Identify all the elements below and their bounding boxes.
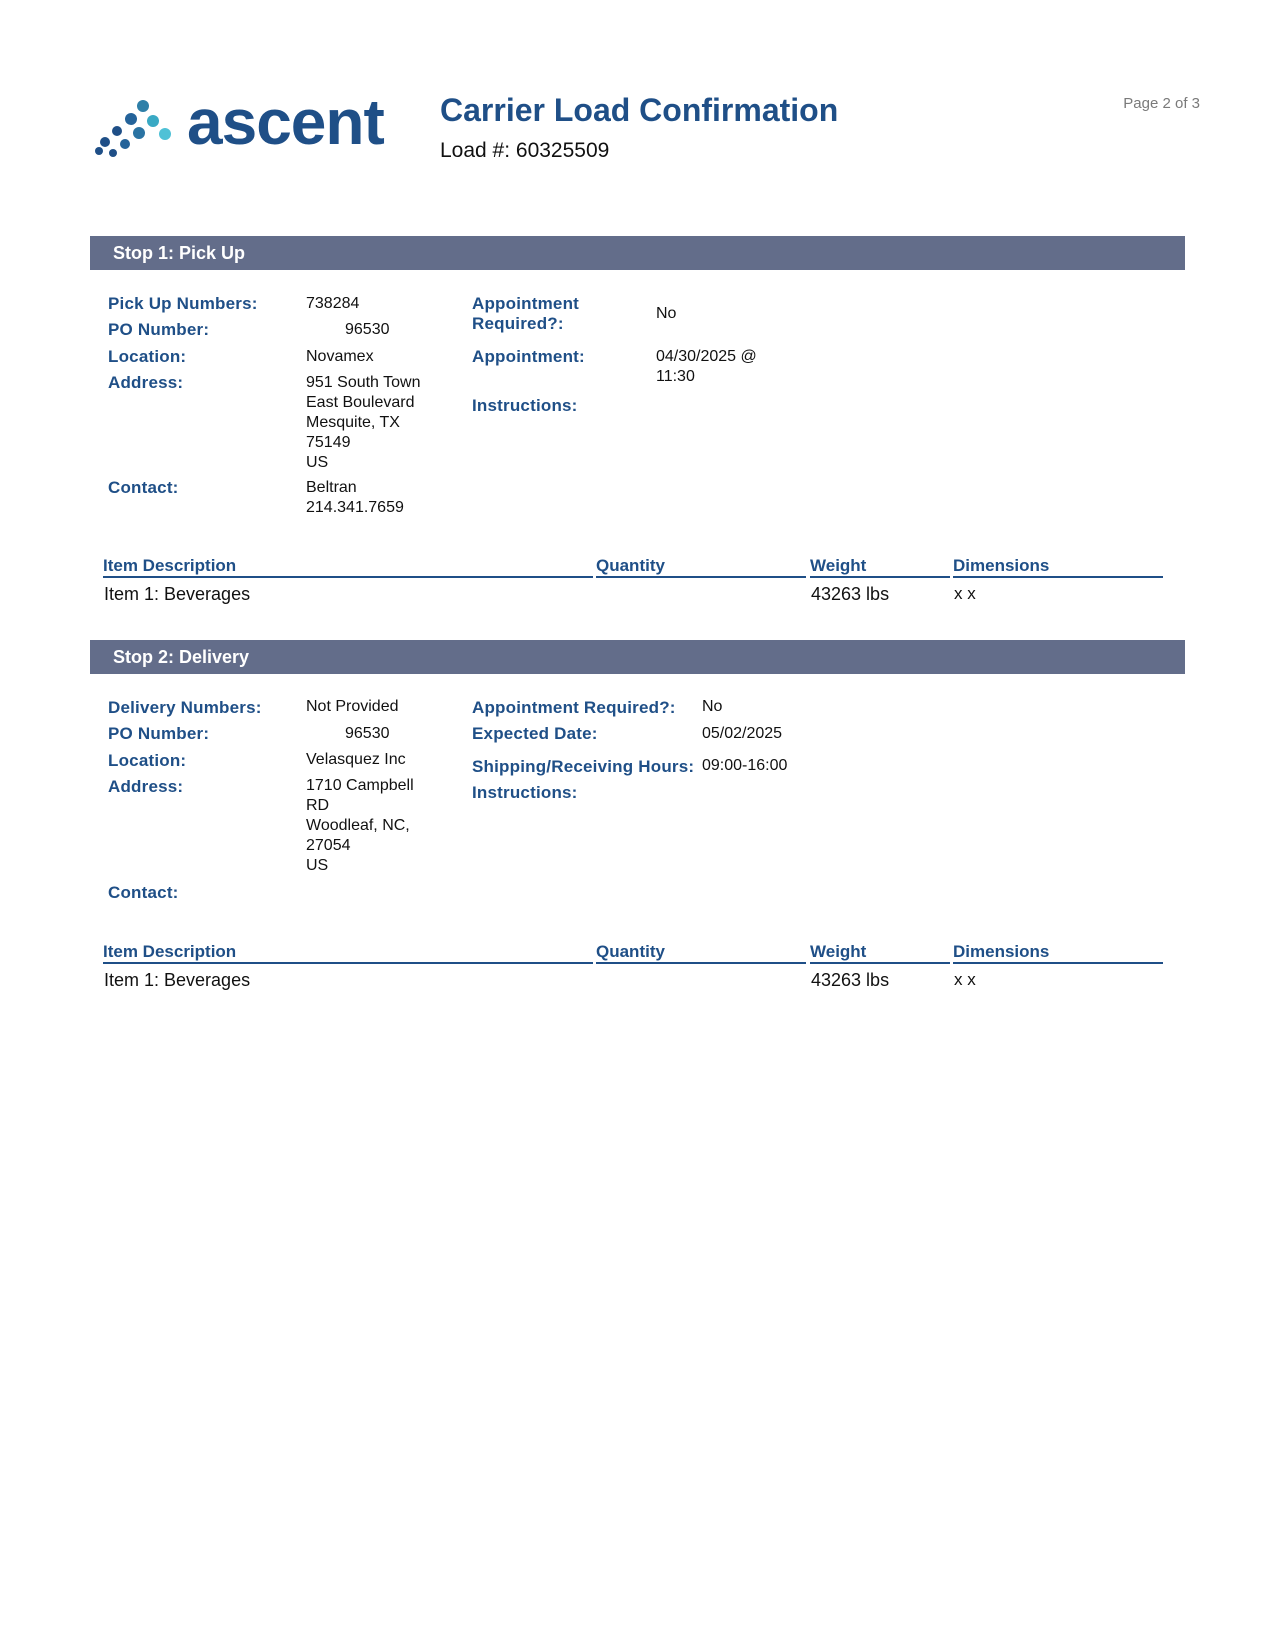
stop2-po-label: PO Number: (108, 724, 210, 743)
stop1-section-header: Stop 1: Pick Up (90, 236, 1185, 270)
stop2-instructions-label: Instructions: (472, 783, 578, 802)
stop2-location-value: Velasquez Inc (306, 751, 406, 768)
col-item-description: Item Description (103, 942, 593, 964)
col-weight: Weight (810, 556, 950, 578)
logo-dots-icon (95, 98, 177, 162)
stop1-location-value: Novamex (306, 348, 374, 365)
stop1-contact-value: Beltran 214.341.7659 (306, 479, 404, 516)
stop1-appointment-value: 04/30/2025 @ 11:30 (656, 348, 757, 385)
stop2-address-label: Address: (108, 777, 184, 796)
col-dimensions: Dimensions (953, 942, 1163, 964)
stop1-address-label: Address: (108, 373, 184, 392)
item-description-cell: Item 1: Beverages (104, 970, 251, 990)
col-dimensions: Dimensions (953, 556, 1163, 578)
pickup-numbers-label: Pick Up Numbers: (108, 294, 258, 313)
delivery-numbers-label: Delivery Numbers: (108, 698, 262, 717)
stop2-address-value: 1710 Campbell RD Woodleaf, NC, 27054 US (306, 777, 414, 874)
stop1-contact-label: Contact: (108, 478, 179, 497)
stop1-location-label: Location: (108, 347, 187, 366)
dimensions-cell: x x (954, 970, 976, 989)
stop1-po-label: PO Number: (108, 320, 210, 339)
delivery-numbers-value: Not Provided (306, 698, 399, 715)
stop2-section-header: Stop 2: Delivery (90, 640, 1185, 674)
pickup-numbers-value: 738284 (306, 295, 360, 312)
stop2-appt-required-value: No (702, 698, 723, 715)
stop2-hours-value: 09:00-16:00 (702, 757, 788, 774)
stop1-instructions-label: Instructions: (472, 396, 578, 415)
logo-wordmark: ascent (187, 86, 384, 158)
stop1-appointment-label: Appointment: (472, 347, 585, 366)
stop1-appt-required-label: Appointment Required?: (472, 294, 580, 333)
stop2-po-value: 96530 (345, 725, 390, 742)
stop2-appt-required-label: Appointment Required?: (472, 698, 676, 717)
col-quantity: Quantity (596, 556, 806, 578)
company-logo (95, 86, 415, 162)
col-weight: Weight (810, 942, 950, 964)
col-quantity: Quantity (596, 942, 806, 964)
weight-cell: 43263 lbs (811, 584, 890, 604)
weight-cell: 43263 lbs (811, 970, 890, 990)
load-number: Load #: 60325509 (440, 139, 610, 162)
page-indicator: Page 2 of 3 (1123, 95, 1200, 112)
stop2-hours-label: Shipping/Receiving Hours: (472, 757, 695, 776)
stop2-location-label: Location: (108, 751, 187, 770)
stop1-po-value: 96530 (345, 321, 390, 338)
dimensions-cell: x x (954, 584, 976, 603)
document-title: Carrier Load Confirmation (440, 92, 839, 128)
stop1-appt-required-value: No (656, 305, 677, 322)
item-description-cell: Item 1: Beverages (104, 584, 251, 604)
stop2-expected-date-value: 05/02/2025 (702, 725, 783, 742)
stop1-address-value: 951 South Town East Boulevard Mesquite, TX 75149 US (306, 374, 421, 471)
stop2-contact-label: Contact: (108, 883, 179, 902)
stop2-expected-date-label: Expected Date: (472, 724, 598, 743)
col-item-description: Item Description (103, 556, 593, 578)
